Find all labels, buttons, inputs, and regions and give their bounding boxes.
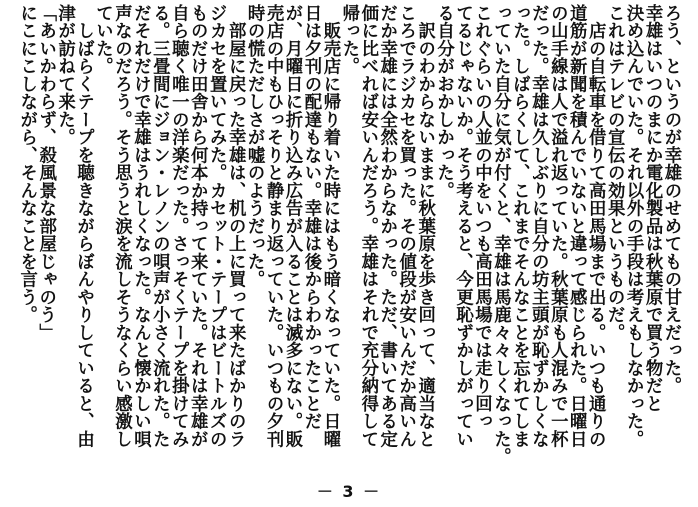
text-column: 日は夕刊の配達もない。幸雄は後からわかったことだ — [300, 4, 321, 430]
text-column: 道筋が新聞を積んでいないと違って感じられた。日曜日 — [566, 4, 587, 448]
text-column: 部屋に戻った幸雄は、机の上に買って来たばかりのラ — [225, 4, 246, 448]
text-column: だそれだけで幸雄はうれしくなった。なんと懐かしい唄 — [130, 4, 151, 448]
text-column: の山手線は人で溢れ返っていた。秋葉原も人混みで一杯 — [547, 4, 568, 448]
text-column: だった。幸雄は久しぶりに自分の坊主頭が恥ずかしくな — [528, 4, 549, 448]
text-column: った。しばらくして、これまでそんなことを忘れてしま — [509, 4, 530, 448]
text-column: 「あいかわらず、殺風景な部屋じゃのう」 — [35, 4, 56, 342]
text-column: これぐらいの人並の中をいつも高田馬場では走り回っ — [471, 4, 492, 430]
text-column: っていた自分に気が付くと、幸雄は馬鹿々々しくなった。 — [490, 4, 511, 466]
text-column: ジカセを置いてみた。カセット・テープはビートルズの — [206, 4, 227, 448]
text-column: だか幸雄には全然わからなかった。ただ、書いてある定 — [376, 4, 397, 448]
text-column: にこにこしながら、そんなことを言う。 — [16, 4, 37, 324]
text-column: が、月曜日に折り込み広告が入ることは滅多にない。販 — [282, 4, 302, 448]
text-column: 訳のわからないままに秋葉原を歩き回って、適当なと — [414, 4, 435, 448]
text-column: 津が訪ねて来た。 — [54, 4, 75, 146]
text-column: る。三畳間にジョン・レノンの唄声が小さく流れた。た — [149, 4, 170, 448]
text-column: 決め込んでいた。それ以外の手段は考えもしなかった。 — [623, 4, 644, 448]
text-column: 販売店に帰り着いた時にはもう暗くなっていた。日曜 — [319, 4, 340, 448]
text-column: 自ら聴く唯一の洋楽だった。さっそくテープを掛けてみ — [168, 4, 189, 448]
text-column: 店の自転車を借りて高田馬場まで出る。いつも通りの — [585, 4, 606, 448]
text-column: ものだけ田舎から何本か持って来ていた。それは幸雄が — [187, 4, 208, 448]
text-column: 価に比べれば安いんだろう。幸雄はそれで充分納得して — [357, 4, 378, 448]
text-column: ころでラジカセを買った。その値段が安いんだか高いん — [395, 4, 416, 448]
text-column: 帰った。 — [338, 4, 359, 75]
vertical-text-body — [0, 4, 698, 474]
text-column: ろう、というのが幸雄のせめてもの甘えだった。 — [661, 4, 681, 395]
text-column: ていた。 — [92, 4, 113, 75]
page-number: － 3 － — [316, 482, 382, 501]
text-column: これはテレビの宣伝の効果というものだ。 — [604, 4, 625, 342]
text-column: 幸雄はいつのまにか電化製品は秋葉原で買う物だと — [642, 4, 663, 413]
text-column: る自分がおかしかった。 — [433, 4, 454, 200]
text-column: 声なのだろう。そう思うと涙を流しそうなくらい感激し — [111, 4, 132, 448]
text-column: てるじゃないか。そう考えると、今更恥ずかしがってい — [452, 4, 473, 448]
text-column: 売店の中もひっそりと静まり返っていた。いつもの夕刊 — [263, 4, 284, 448]
text-column: 時の慌ただしさが嘘のようだった。 — [244, 4, 265, 288]
text-column: しばらくテープを聴きながらぼんやりしていると、由 — [73, 4, 94, 448]
